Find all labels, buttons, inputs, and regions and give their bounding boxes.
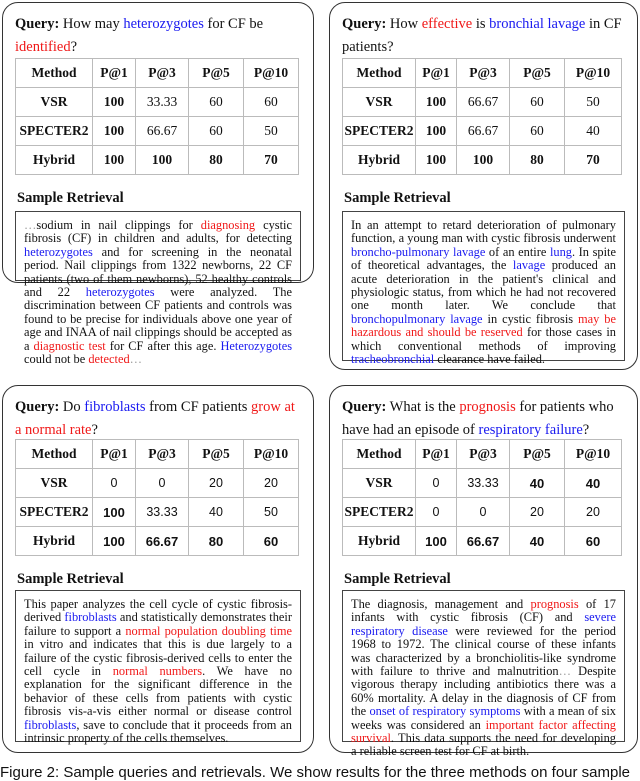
text-segment: in vitro and indicates that this is due largely to a failure of the cystic fibrosis-derived cells to enter the cell cycle in bbox=[24, 637, 292, 679]
text-segment: ? bbox=[70, 39, 78, 55]
text-segment-blue: lavage bbox=[512, 258, 546, 273]
method-cell: VSR bbox=[16, 88, 93, 117]
column-header: P@1 bbox=[93, 440, 136, 469]
column-header: Method bbox=[343, 440, 416, 469]
text-segment: is bbox=[472, 16, 490, 32]
text-segment: cystic fibrosis (CF) in children and adults, for detecting bbox=[24, 218, 292, 246]
score-cell: 60 bbox=[189, 88, 244, 117]
score-cell: 60 bbox=[565, 527, 622, 556]
table-row bbox=[343, 117, 622, 146]
score-cell: 60 bbox=[244, 88, 299, 117]
text-segment: . This data supports the need for developing a reliable screen test for CF at birth. bbox=[351, 731, 616, 759]
score-cell: 100 bbox=[416, 88, 457, 117]
score-cell: 60 bbox=[189, 117, 244, 146]
score-cell: 40 bbox=[565, 469, 622, 498]
method-cell: SPECTER2 bbox=[16, 117, 93, 146]
text-segment: in CF patients? bbox=[342, 16, 622, 55]
query-text bbox=[15, 13, 301, 59]
text-segment-blue: heterozygotes bbox=[24, 244, 93, 259]
text-segment: How bbox=[386, 16, 422, 32]
text-segment-gray: … bbox=[558, 664, 572, 679]
text-segment: for patients who have had an episode of bbox=[342, 399, 614, 438]
table-row bbox=[16, 88, 299, 117]
figure-caption: Figure 2: Sample queries and retrievals. We show results for the three methods on four sample bbox=[0, 764, 631, 781]
score-cell: 100 bbox=[136, 146, 189, 175]
table-row bbox=[343, 527, 622, 556]
text-segment: . We have no explanation for the significant difference in the behavior of these cells from patients with cystic fibrosis vis-a-vis either normal or disease control bbox=[24, 664, 293, 719]
text-segment-red: important factor affecting survival bbox=[351, 717, 616, 746]
text-segment-red: may be hazardous and should be reserved bbox=[351, 311, 616, 340]
score-cell: 80 bbox=[189, 146, 244, 175]
score-cell: 100 bbox=[416, 117, 457, 146]
text-segment-red: prognosis bbox=[459, 399, 516, 415]
query-label: Query: bbox=[15, 16, 60, 32]
text-segment-red: diagnostic test bbox=[33, 338, 106, 353]
score-cell: 33.33 bbox=[457, 469, 510, 498]
text-segment-red: grow at a normal rate bbox=[15, 399, 295, 438]
column-header: P@1 bbox=[416, 59, 457, 88]
method-cell: Hybrid bbox=[16, 146, 93, 175]
text-segment-red: normal population doubling time bbox=[125, 623, 292, 638]
text-segment-blue: respiratory failure bbox=[478, 422, 583, 438]
text-segment: for those cases in which conventional methods of improving bbox=[351, 325, 616, 353]
text-segment-blue: heterozygotes bbox=[123, 16, 204, 32]
query-text bbox=[342, 13, 625, 59]
text-segment: , save to conclude that it proceeds from an intrinsic property of the cells themselves. bbox=[24, 717, 292, 746]
sample-retrieval-text bbox=[15, 211, 301, 367]
column-header: P@3 bbox=[136, 440, 189, 469]
text-segment: with a mean of six weeks was considered an bbox=[351, 704, 616, 732]
query-label: Query: bbox=[342, 16, 387, 32]
score-cell: 40 bbox=[510, 527, 565, 556]
text-segment-red: identified bbox=[15, 39, 71, 55]
text-segment-red: diagnosing bbox=[200, 218, 256, 232]
score-cell: 100 bbox=[416, 146, 457, 175]
column-header: P@5 bbox=[510, 440, 565, 469]
column-header: P@10 bbox=[244, 440, 299, 469]
method-cell: SPECTER2 bbox=[16, 498, 93, 527]
method-cell: VSR bbox=[343, 88, 416, 117]
column-header: P@3 bbox=[136, 59, 189, 88]
text-segment-red: effective bbox=[421, 16, 473, 32]
text-segment: ? bbox=[91, 422, 98, 438]
score-cell: 100 bbox=[93, 117, 136, 146]
score-cell: 70 bbox=[244, 146, 299, 175]
text-segment: What is the bbox=[386, 399, 460, 415]
table-row bbox=[16, 469, 299, 498]
table-row bbox=[343, 88, 622, 117]
column-header: P@5 bbox=[189, 440, 244, 469]
table-header-row bbox=[16, 440, 299, 469]
table-header-row bbox=[343, 440, 622, 469]
text-segment: for CF after this age. bbox=[105, 338, 221, 353]
score-cell: 100 bbox=[457, 146, 510, 175]
score-cell: 0 bbox=[93, 469, 136, 498]
score-cell: 100 bbox=[93, 88, 136, 117]
query-label: Query: bbox=[342, 399, 387, 415]
sample-retrieval-text bbox=[342, 211, 625, 367]
results-table bbox=[342, 58, 622, 175]
score-cell: 66.67 bbox=[457, 527, 510, 556]
text-segment: and for screening in the neonatal period. Nail clippings from 1322 newborns, 22 CF patients (two of them newborns), 52 healthy controls and 22 bbox=[24, 244, 292, 300]
score-cell: 0 bbox=[416, 469, 457, 498]
text-segment-blue: bronchopulmonary lavage bbox=[351, 311, 483, 326]
score-cell: 60 bbox=[244, 527, 299, 556]
score-cell: 66.67 bbox=[136, 117, 189, 146]
text-segment: in cystic fibrosis bbox=[482, 311, 579, 326]
text-segment-blue: onset of respiratory symptoms bbox=[369, 704, 521, 719]
score-cell: 50 bbox=[244, 117, 299, 146]
text-segment: . In spite of theoretical advantages, the bbox=[351, 244, 616, 273]
score-cell: 100 bbox=[93, 527, 136, 556]
text-segment: This paper analyzes the cell cycle of cystic fibrosis-derived bbox=[24, 597, 292, 625]
column-header: P@3 bbox=[457, 59, 510, 88]
score-cell: 66.67 bbox=[136, 527, 189, 556]
text-segment: produced an acute deterioration in the patient's clinical and physiologic status, from which he had not recovered one month later. We conclude that bbox=[351, 258, 617, 313]
score-cell: 60 bbox=[510, 88, 565, 117]
score-cell: 40 bbox=[189, 498, 244, 527]
table-row bbox=[16, 117, 299, 146]
score-cell: 0 bbox=[416, 498, 457, 527]
column-header: P@10 bbox=[244, 59, 299, 88]
method-cell: VSR bbox=[343, 469, 416, 498]
text-segment: clearance have failed. bbox=[434, 352, 545, 367]
score-cell: 66.67 bbox=[457, 117, 510, 146]
score-cell: 66.67 bbox=[457, 88, 510, 117]
text-segment: ? bbox=[582, 422, 590, 438]
text-segment-blue: heterozygotes bbox=[85, 285, 155, 300]
query-panel bbox=[329, 385, 638, 759]
score-cell: 20 bbox=[565, 498, 622, 527]
text-segment: from CF patients bbox=[145, 399, 252, 415]
text-segment-blue: severe respiratory disease bbox=[351, 610, 616, 638]
method-cell: VSR bbox=[16, 469, 93, 498]
text-segment-gray: … bbox=[129, 352, 143, 367]
sample-retrieval-title: Sample Retrieval bbox=[344, 190, 451, 206]
table-row bbox=[16, 527, 299, 556]
text-segment-blue: broncho-pulmonary lavage bbox=[351, 244, 486, 259]
table-header-row bbox=[16, 59, 299, 88]
score-cell: 40 bbox=[565, 117, 622, 146]
query-text bbox=[15, 396, 301, 442]
text-segment-red: normal numbers bbox=[112, 664, 203, 679]
column-header: P@3 bbox=[457, 440, 510, 469]
text-segment: Do bbox=[59, 399, 85, 415]
column-header: Method bbox=[16, 440, 93, 469]
query-text bbox=[342, 396, 625, 442]
score-cell: 100 bbox=[416, 527, 457, 556]
text-segment: and statistically demonstrates their failure to support a bbox=[24, 610, 292, 638]
text-segment: In an attempt to retard deterioration of pulmonary function, a young man with cystic fibrosis underwent bbox=[351, 218, 616, 246]
results-table bbox=[342, 439, 622, 556]
score-cell: 70 bbox=[565, 146, 622, 175]
column-header: P@5 bbox=[189, 59, 244, 88]
text-segment-gray: … bbox=[24, 218, 37, 232]
query-panel bbox=[2, 385, 314, 753]
score-cell: 20 bbox=[510, 498, 565, 527]
sample-retrieval-title: Sample Retrieval bbox=[17, 571, 124, 587]
table-row bbox=[16, 498, 299, 527]
sample-retrieval-text bbox=[15, 590, 301, 746]
score-cell: 50 bbox=[244, 498, 299, 527]
query-panel bbox=[2, 2, 314, 367]
query-panel bbox=[329, 2, 638, 370]
column-header: P@1 bbox=[93, 59, 136, 88]
text-segment: How may bbox=[59, 16, 124, 32]
text-segment: sodium in nail clippings for bbox=[36, 218, 201, 232]
text-segment: could not be bbox=[24, 352, 89, 367]
text-segment-red: detected bbox=[88, 352, 130, 367]
results-table bbox=[15, 439, 299, 556]
column-header: P@5 bbox=[510, 59, 565, 88]
method-cell: SPECTER2 bbox=[343, 117, 416, 146]
score-cell: 100 bbox=[93, 498, 136, 527]
text-segment-blue: tracheobronchial bbox=[351, 352, 435, 367]
text-segment: were analyzed. The discrimination between CF patients and controls was found to be precise for individuals above one year of age and INAA of nail clippings should be accepted as a bbox=[24, 285, 292, 353]
score-cell: 40 bbox=[510, 469, 565, 498]
text-segment-red: prognosis bbox=[530, 597, 579, 611]
text-segment: Despite vigorous therapy including antibiotics there was a 60% mortality. A delay in the diagnosis of CF from the bbox=[351, 664, 616, 719]
score-cell: 20 bbox=[244, 469, 299, 498]
sample-retrieval-text bbox=[342, 590, 625, 759]
text-segment: for CF be bbox=[203, 16, 264, 32]
text-segment: were reviewed for the period 1968 to 1972. The clinical course of these infants was characterized by a bronchiolitis-like syndrome with failure to thrive and malnutrition bbox=[351, 623, 616, 679]
column-header: Method bbox=[16, 59, 93, 88]
score-cell: 100 bbox=[93, 146, 136, 175]
score-cell: 33.33 bbox=[136, 88, 189, 117]
text-segment: The diagnosis, management and bbox=[351, 597, 531, 611]
score-cell: 50 bbox=[565, 88, 622, 117]
text-segment: of an entire bbox=[485, 244, 550, 259]
text-segment-blue: Heterozygotes bbox=[220, 338, 293, 353]
column-header: P@10 bbox=[565, 59, 622, 88]
column-header: P@1 bbox=[416, 440, 457, 469]
text-segment-blue: bronchial lavage bbox=[489, 16, 586, 32]
score-cell: 60 bbox=[510, 117, 565, 146]
score-cell: 0 bbox=[457, 498, 510, 527]
table-row bbox=[343, 146, 622, 175]
score-cell: 33.33 bbox=[136, 498, 189, 527]
score-cell: 80 bbox=[189, 527, 244, 556]
sample-retrieval-title: Sample Retrieval bbox=[344, 571, 451, 587]
results-table bbox=[15, 58, 299, 175]
method-cell: SPECTER2 bbox=[343, 498, 416, 527]
table-row bbox=[16, 146, 299, 175]
method-cell: Hybrid bbox=[343, 146, 416, 175]
table-header-row bbox=[343, 59, 622, 88]
sample-retrieval-title: Sample Retrieval bbox=[17, 190, 124, 206]
score-cell: 0 bbox=[136, 469, 189, 498]
text-segment-blue: fibroblasts bbox=[64, 610, 117, 625]
text-segment-blue: fibroblasts bbox=[24, 717, 77, 732]
table-row bbox=[343, 498, 622, 527]
text-segment-blue: fibroblasts bbox=[84, 399, 146, 415]
text-segment-blue: lung bbox=[549, 244, 572, 259]
score-cell: 20 bbox=[189, 469, 244, 498]
column-header: Method bbox=[343, 59, 416, 88]
table-row bbox=[343, 469, 622, 498]
column-header: P@10 bbox=[565, 440, 622, 469]
score-cell: 80 bbox=[510, 146, 565, 175]
text-segment: of 17 infants with cystic fibrosis (CF) and bbox=[351, 597, 616, 625]
method-cell: Hybrid bbox=[343, 527, 416, 556]
query-label: Query: bbox=[15, 399, 60, 415]
method-cell: Hybrid bbox=[16, 527, 93, 556]
